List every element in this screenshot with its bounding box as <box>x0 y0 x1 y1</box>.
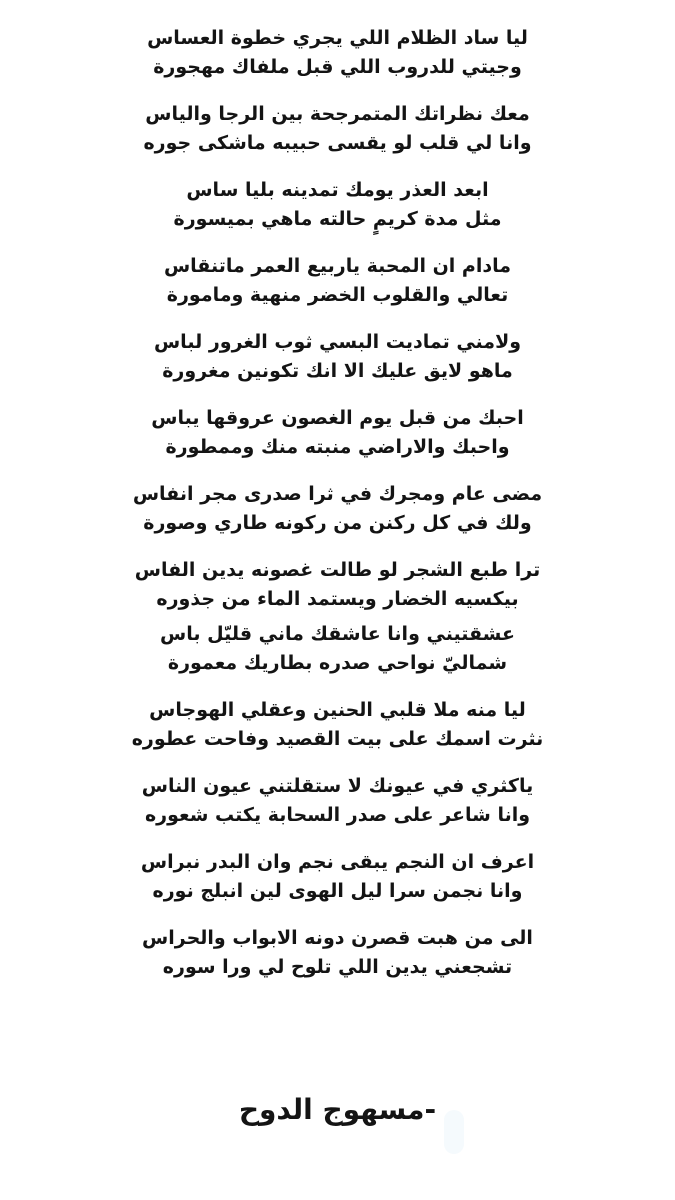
verse-line: وانا نجمن سرا ليل الهوى لين انبلج نوره <box>152 880 523 902</box>
verse-line: الى من هبت قصرن دونه الابواب والحراس <box>142 927 533 949</box>
stanza <box>0 404 675 480</box>
verse-line: مثل مدة كريمٍ حالته ماهي بميسورة <box>173 208 502 230</box>
verse-line: ولامني تماديت البسي ثوب الغرور لباس <box>153 331 522 353</box>
verse-line: عشقتيني وانا عاشقك ماني قليّل باس <box>160 623 515 645</box>
stanza <box>0 924 675 1000</box>
verse-line: وانا شاعر على صدر السحابة يكتب شعوره <box>144 804 531 826</box>
verse-line: ولك في كل ركنن من ركونه طاري وصورة <box>143 512 532 534</box>
stanza <box>0 772 675 848</box>
verse-line: واحبك والاراضي منبته منك وممطورة <box>165 436 510 458</box>
poet-signature: -مسهوج الدوح <box>238 1093 437 1126</box>
stanza <box>0 328 675 404</box>
stanza <box>0 848 675 924</box>
verse-line: شماليّ نواحي صدره بطاريك معمورة <box>167 652 508 674</box>
verse-line: بيكسيه الخضار ويستمد الماء من جذوره <box>156 588 519 610</box>
verse-line: وجيتي للدروب اللي قبل ملفاك مهجورة <box>153 56 522 78</box>
verse-line: مضى عام ومجرك في ثرا صدرى مجر انفاس <box>132 483 543 505</box>
verse-line: مادام ان المحبة ياربيع العمر ماتنقاس <box>163 255 512 277</box>
verse-line: تعالي والقلوب الخضر منهية ومامورة <box>166 284 509 306</box>
stanza <box>0 24 675 100</box>
verse-line: ترا طبع الشجر لو طالت غصونه يدين الفاس <box>134 559 541 581</box>
stanza <box>0 252 675 328</box>
verse-line: ابعد العذر يومك تمدينه بليا ساس <box>186 179 489 201</box>
stanza <box>0 696 675 772</box>
verse-line: معك نظراتك المتمرجحة بين الرجا والياس <box>145 103 530 125</box>
stanza <box>0 176 675 252</box>
verse-line: ماهو لايق عليك الا انك تكونين مغرورة <box>162 360 513 382</box>
verse-line: وانا لي قلب لو يقسى حبيبه ماشكى جوره <box>143 132 532 154</box>
verse-line: احبك من قبل يوم الغصون عروقها يباس <box>151 407 524 429</box>
stanza <box>0 556 675 620</box>
verse-line: نثرت اسمك على بيت القصيد وفاحت عطوره <box>131 728 544 750</box>
poem <box>0 24 675 1000</box>
stanza <box>0 100 675 176</box>
verse-line: اعرف ان النجم يبقى نجم وان البدر نبراس <box>140 851 535 873</box>
verse-line: ليا منه ملا قلبي الحنين وعقلي الهوجاس <box>149 699 526 721</box>
stanza <box>0 620 675 696</box>
stanza <box>0 480 675 556</box>
verse-line: ليا ساد الظلام اللي يجري خطوة العساس <box>147 27 528 49</box>
verse-line: تشجعني يدين اللي تلوح لي ورا سوره <box>162 956 513 978</box>
verse-line: ياكثري في عيونك لا ستقلتني عيون الناس <box>141 775 534 797</box>
